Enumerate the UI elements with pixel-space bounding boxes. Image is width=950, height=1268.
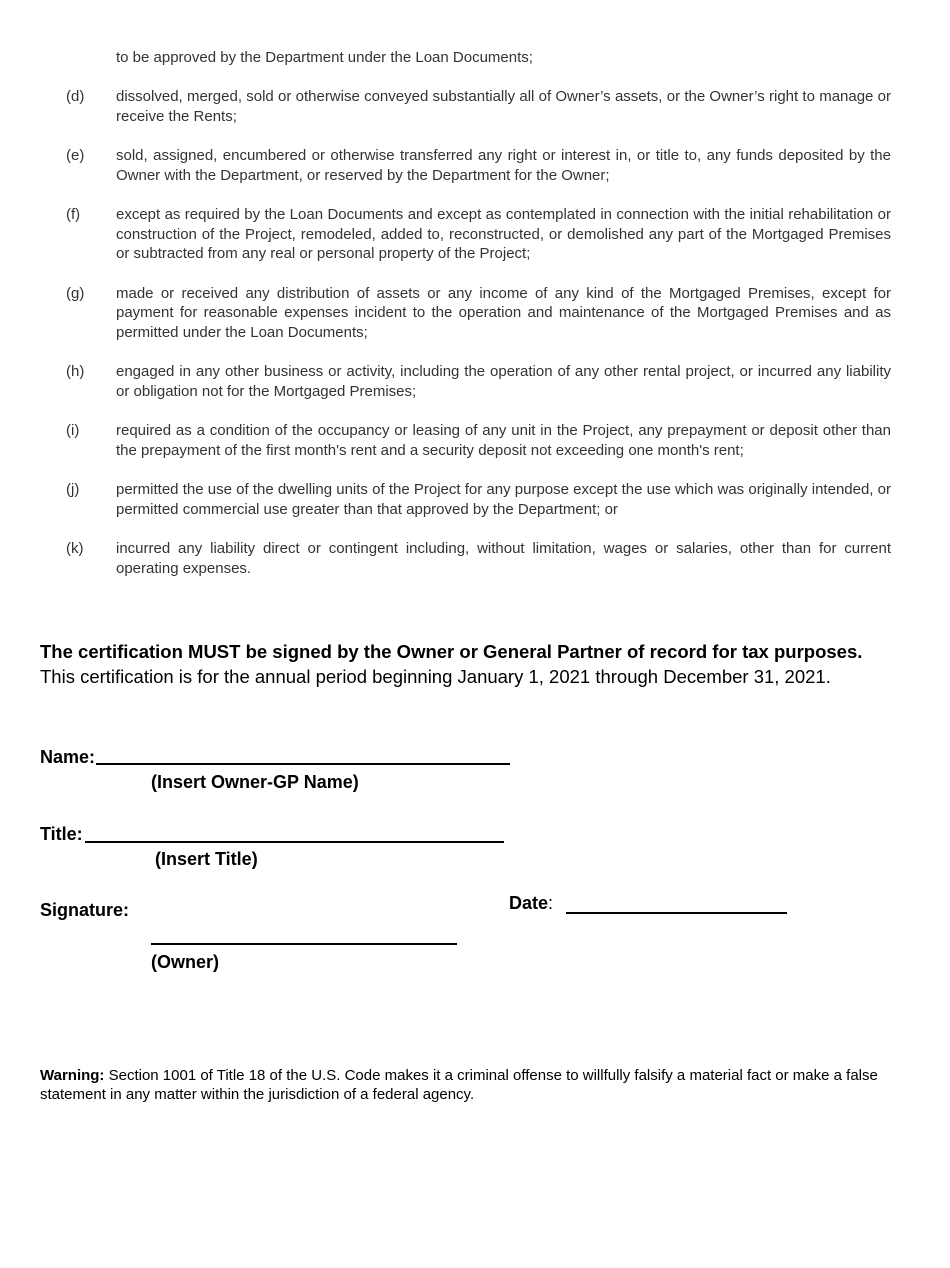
warning-label: Warning:	[40, 1067, 105, 1084]
item-marker: (g)	[66, 284, 85, 302]
list-item	[66, 362, 891, 401]
item-text: incurred any liability direct or contingent including, without limitation, wages or salaries, other than for current operating expenses.	[116, 540, 891, 577]
item-text: made or received any distribution of assets or any income of any kind of the Mortgaged Premises, except for payment for reasonable expenses incident to the operation and maintenance of the Mortgaged Premises and as permitted under the Loan Documents;	[116, 284, 891, 341]
item-text: sold, assigned, encumbered or otherwise transferred any right or interest in, or title to, any funds deposited by the Owner with the Department, or reserved by the Department for the Owner;	[116, 147, 891, 184]
name-field-line[interactable]	[96, 763, 510, 765]
item-text: permitted the use of the dwelling units of the Project for any purpose except the use which was originally intended, or permitted commercial use greater than that approved by the Department; or	[116, 481, 891, 518]
item-text: required as a condition of the occupancy or leasing of any unit in the Project, any prepayment or deposit other than the prepayment of the first month's rent and a security deposit not exceeding one month's rent;	[116, 422, 891, 459]
title-hint: (Insert Title)	[155, 849, 258, 869]
list-item	[66, 87, 891, 126]
item-text: dissolved, merged, sold or otherwise conveyed substantially all of Owner’s assets, or the Owner’s right to manage or receive the Rents;	[116, 88, 891, 125]
certification-requirement: The certification MUST be signed by the Owner or General Partner of record for tax purposes.	[40, 641, 863, 662]
title-label: Title:	[40, 824, 83, 844]
item-text: engaged in any other business or activity, including the operation of any other rental project, or incurred any liability or obligation not for the Mortgaged Premises;	[116, 363, 891, 400]
date-label-text: Date	[509, 893, 549, 913]
title-field-line[interactable]	[85, 841, 504, 843]
item-marker: (f)	[66, 206, 81, 223]
item-text: except as required by the Loan Documents and except as contemplated in connection with the initial rehabilitation or construction of the Project, remodeled, added to, reconstructed, or demolished any part of the Mortgaged Premises or subtracted from any real or personal property of the Project;	[116, 206, 891, 262]
list-item	[66, 146, 891, 185]
item-marker: (d)	[66, 88, 85, 105]
item-marker: (h)	[66, 363, 85, 380]
list-item	[66, 284, 891, 343]
owner-hint: (Owner)	[151, 952, 220, 972]
continuation-text: to be approved by the Department under the Loan Documents;	[116, 49, 533, 66]
item-marker: (i)	[66, 422, 80, 439]
item-marker: (k)	[66, 540, 84, 557]
name-label: Name:	[40, 747, 96, 767]
date-field-line[interactable]	[566, 912, 787, 914]
date-label	[509, 893, 553, 914]
item-marker: (j)	[66, 481, 80, 498]
list-item	[66, 480, 891, 519]
item-marker: (e)	[66, 147, 85, 164]
warning-text: Section 1001 of Title 18 of the U.S. Code makes it a criminal offense to willfully falsify a material fact or make a false statement in any matter within the jurisdiction of a federal agency.	[40, 1067, 878, 1103]
warning-notice	[40, 1066, 880, 1104]
signature-label: Signature:	[40, 900, 130, 920]
certification-period: This certification is for the annual period beginning January 1, 2021 through December 31, 2021.	[40, 666, 831, 687]
list-item	[66, 205, 891, 264]
condition-list	[66, 87, 891, 598]
list-item	[66, 539, 891, 578]
list-item	[66, 421, 891, 460]
date-colon: :	[548, 893, 554, 913]
name-hint: (Insert Owner-GP Name)	[151, 772, 359, 792]
signature-field-line[interactable]	[151, 943, 457, 945]
